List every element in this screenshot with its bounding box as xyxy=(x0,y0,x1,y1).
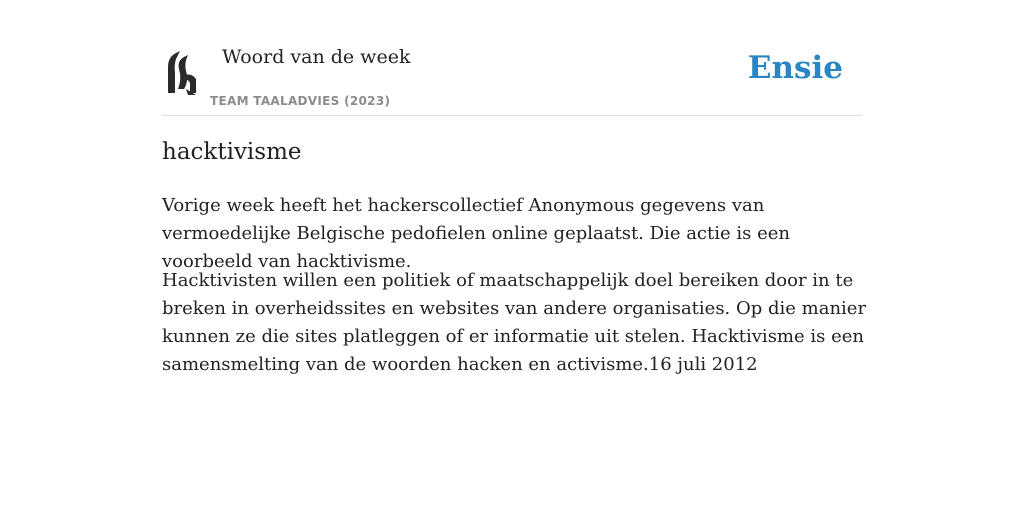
series-title[interactable]: Woord van de week xyxy=(222,46,411,68)
paragraph-2: Hacktivisten willen een politiek of maatschappelijk doel bereiken door in te breken in overheidssites en websites van andere organisaties. Op die manier kunnen ze die sites platleggen of er informatie uit stelen. Hacktivisme is een samensmelting van de woorden hacken en activisme.16 juli 2012 xyxy=(162,270,867,375)
header xyxy=(162,40,862,116)
flemish-lion-logo-icon[interactable] xyxy=(162,49,198,95)
page-title: hacktivisme xyxy=(162,139,302,165)
author-label: TEAM TAALADVIES (2023) xyxy=(210,94,391,108)
brand-logo[interactable]: Ensie xyxy=(747,50,843,86)
paragraph-1: Vorige week heeft het hackerscollectief Anonymous gegevens van vermoedelijke Belgische pedofielen online geplaatst. Die actie is een voorbeeld van hacktivisme. xyxy=(162,195,790,272)
